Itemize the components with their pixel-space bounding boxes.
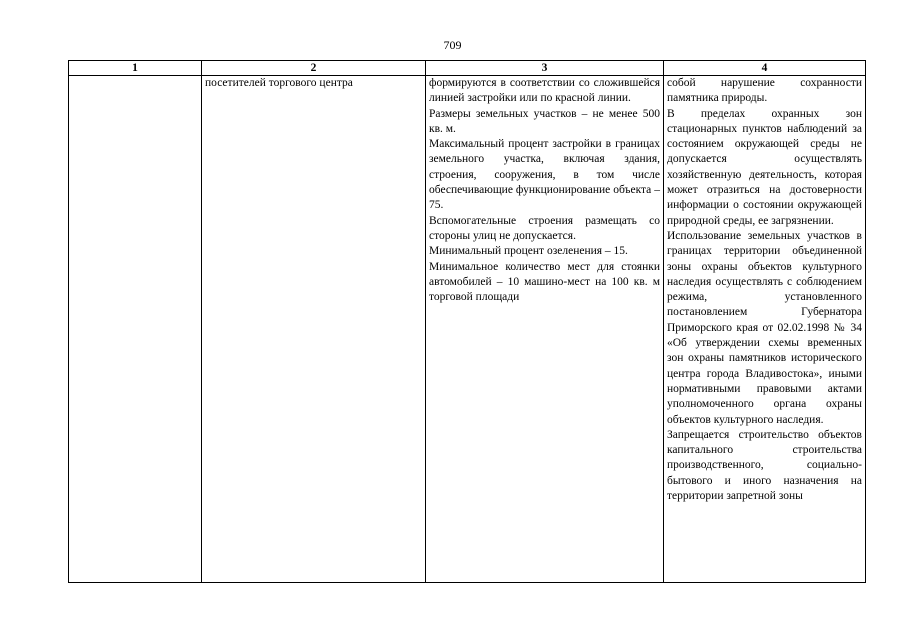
col3-paragraph-3: Максимальный процент застройки в границах земельного участка, включая здания, строения, сооружения, в том числе обеспечивающие функционирование объекта – 75. xyxy=(429,138,660,212)
cell-col4 xyxy=(664,76,866,583)
column-header-4: 4 xyxy=(664,61,866,76)
column-header-3: 3 xyxy=(426,61,664,76)
cell-col1 xyxy=(69,76,202,583)
column-header-2: 2 xyxy=(202,61,426,76)
col3-paragraph-1: формируются в соответствии со сложившейся линией застройки или по красной линии. xyxy=(429,77,660,105)
col3-paragraph-2: Размеры земельных участков – не менее 500 кв. м. xyxy=(429,107,660,135)
col3-paragraph-5: Минимальный процент озеленения – 15. xyxy=(429,245,628,258)
col4-paragraph-1: собой нарушение сохранности памятника природы. xyxy=(667,77,862,105)
page-number: 709 xyxy=(443,38,462,52)
cell-col3 xyxy=(426,76,664,583)
column-header-1: 1 xyxy=(69,61,202,76)
table-header-row xyxy=(69,61,866,76)
table-row xyxy=(69,76,866,583)
zone-use-text: посетителей торгового центра xyxy=(205,77,353,89)
col3-paragraph-4: Вспомогательные строения размещать со стороны улиц не допускается. xyxy=(429,214,660,242)
col3-paragraph-6: Минимальное количество мест для стоянки автомобилей – 10 машино-мест на 100 кв. м торговой площади xyxy=(429,260,660,304)
col4-paragraph-4: Запрещается строительство объектов капитального строительства производственного, социально-бытового и иного назначения на территории запретной зоны xyxy=(667,428,862,503)
regulations-table xyxy=(68,60,866,583)
col4-paragraph-3: Использование земельных участков в границах территории объединенной зоны охраны объектов культурного наследия осуществлять с соблюдением режима, установленного постановлением Губернатора Приморского края от 02.02.1998 № 34 «Об утверждении схемы временных зон охраны памятников исторического центра города Владивостока», иными нормативными правовыми актами уполномоченного органа охраны объектов культурного наследия. xyxy=(667,229,862,426)
cell-col2 xyxy=(202,76,426,583)
col4-paragraph-2: В пределах охранных зон стационарных пунктов наблюдений за состоянием окружающей среды не допускается осуществлять хозяйственную деятельность, которая может отразиться на достоверности информации о состоянии окружающей природной среды, ее загрязнении. xyxy=(667,107,862,227)
